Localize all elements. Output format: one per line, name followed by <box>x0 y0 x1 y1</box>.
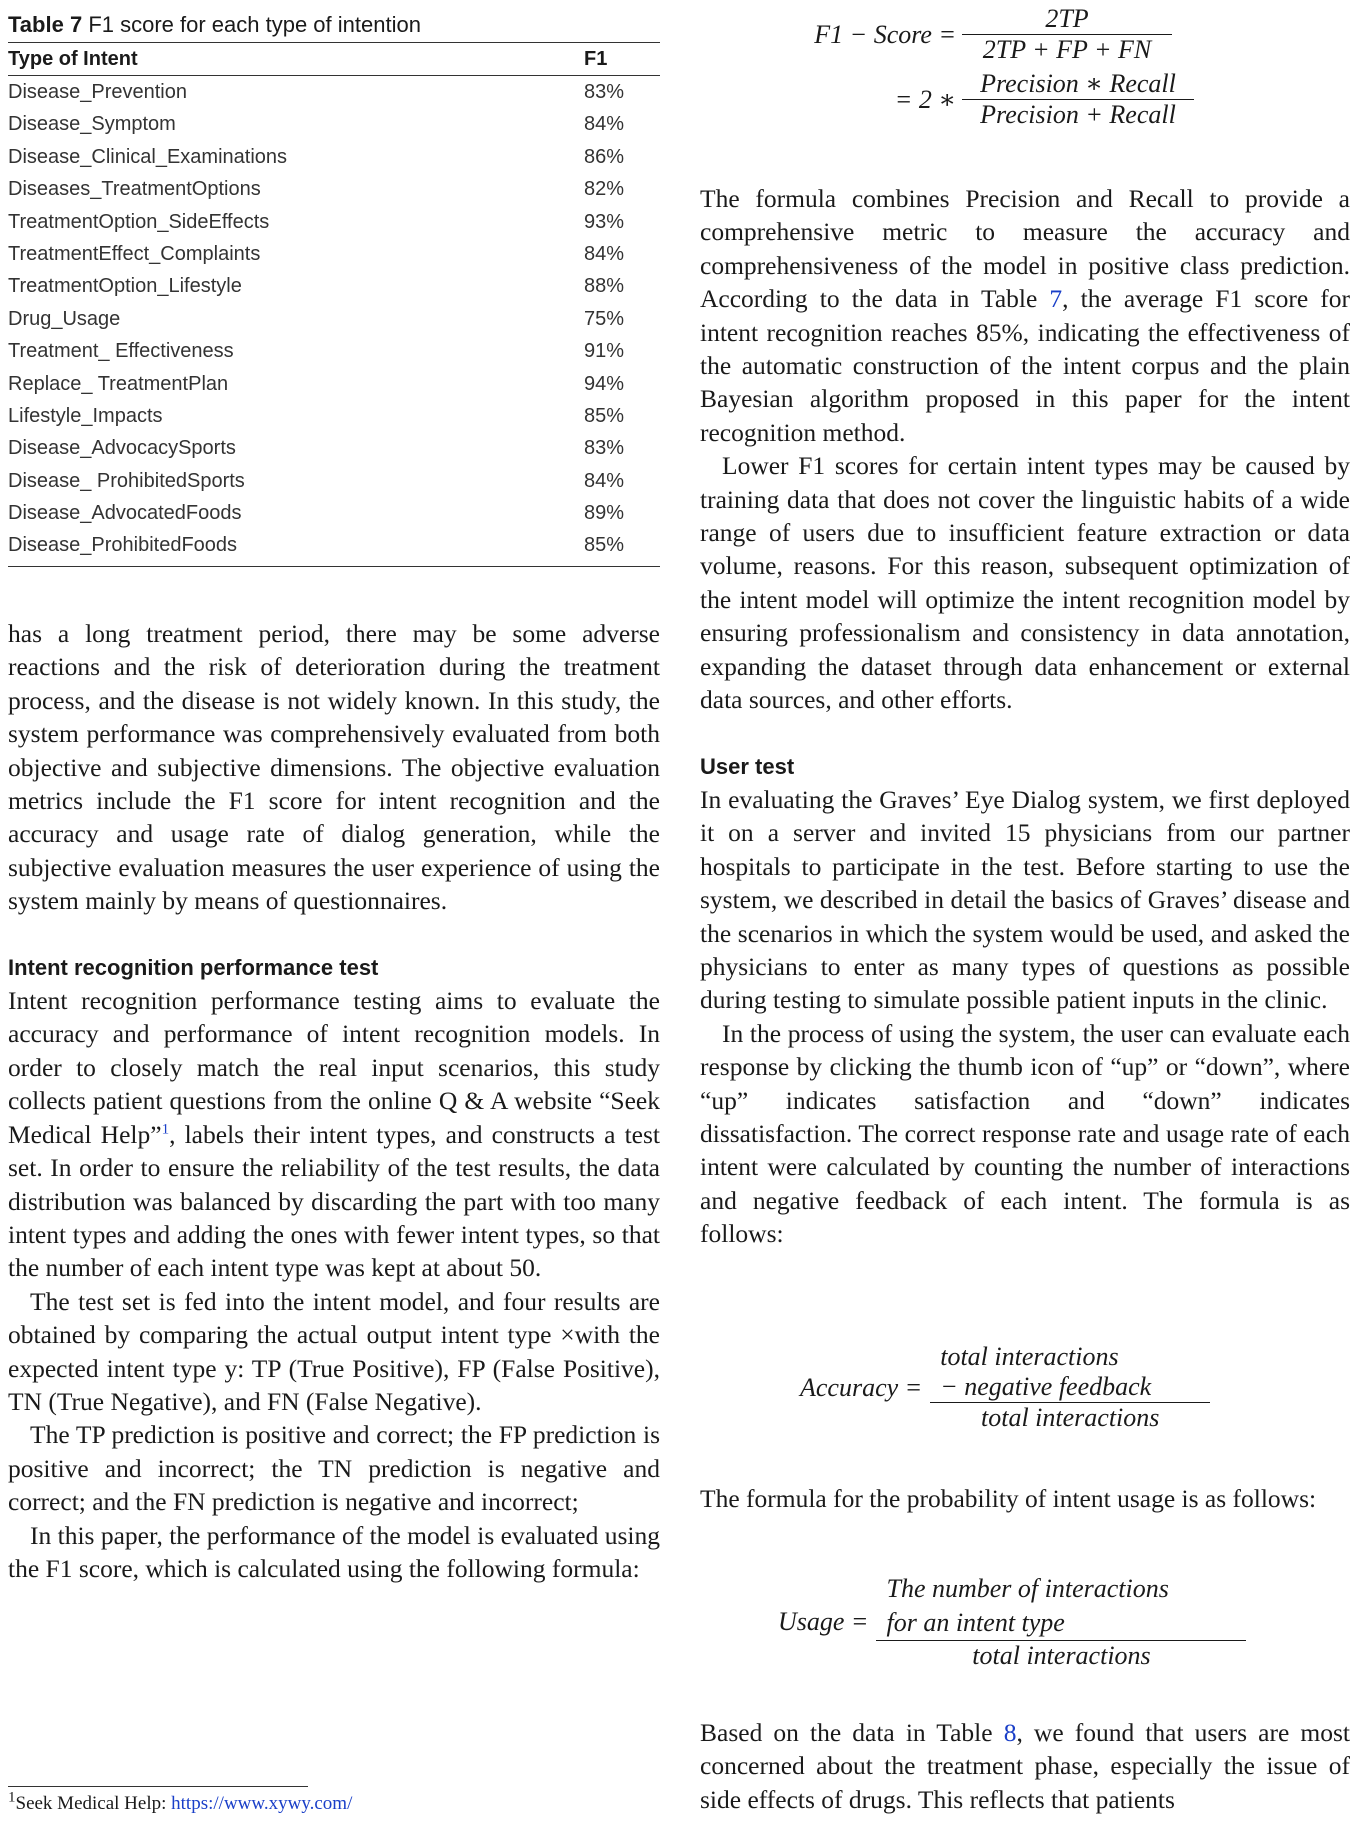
equation-f1-score <box>788 4 1194 130</box>
table-row <box>8 173 660 205</box>
right-column-3 <box>700 1716 1350 1816</box>
f1-cell: 85% <box>584 534 625 557</box>
left-column <box>8 617 660 1585</box>
table-row <box>8 497 660 529</box>
paragraph: The test set is fed into the intent model, and four results are obtained by comparing the actual output intent type ×with the expected intent type y: TP (True Positive), FP (False Positive), TN (True Negative), and FN (False Negative). <box>8 1286 660 1416</box>
table-caption-text: F1 score for each type of intention <box>88 12 421 37</box>
paragraph: Lower F1 scores for certain intent types may be caused by training data that does not cover the linguistic habits of a wide range of users due to insufficient feature extraction or data volume, reasons. For this reason, subsequent optimization of the intent model will optimize the intent recognition model by ensuring professionalism and consistency in data annotation, expanding the dataset through data enhancement or external data sources, and other efforts. <box>700 451 1350 715</box>
footnote-ref[interactable]: 1 <box>161 1121 170 1138</box>
f1-cell: 83% <box>584 81 625 103</box>
intent-cell: Disease_Prevention <box>8 81 187 103</box>
f1-cell: 91% <box>584 340 625 363</box>
f1-cell: 82% <box>584 178 625 201</box>
intent-cell: Disease_ ProhibitedSports <box>8 469 245 492</box>
table-body <box>8 76 660 567</box>
intent-cell: Replace_ TreatmentPlan <box>8 372 229 395</box>
table-row <box>8 303 660 335</box>
f1-cell: 83% <box>584 437 625 460</box>
paragraph: In evaluating the Graves’ Eye Dialog system, we first deployed it on a server and invited 15 physicians from our partner hospitals to participate in the test. Before starting to use the system, we described in detail the basics of Graves’ disease and the scenarios in which the system would be used, and asked the physicians to enter as many types of questions as possible during testing to simulate possible patient inputs in the clinic. <box>700 784 1350 1015</box>
eq-numerator: The number of interactions for an intent type <box>886 1574 1169 1637</box>
footnote-number: 1 <box>8 1789 16 1806</box>
f1-cell: 84% <box>584 113 625 136</box>
table-row <box>8 238 660 270</box>
paragraph: The formula for the probability of intent usage is as follows: <box>700 1484 1317 1513</box>
table-row <box>8 465 660 497</box>
section-heading-user-test: User test <box>700 753 795 779</box>
eq-denominator: total interactions <box>876 1640 1246 1671</box>
table-row <box>8 335 660 367</box>
intent-cell: Disease_Symptom <box>8 113 176 136</box>
table-row <box>8 368 660 400</box>
intent-cell: Disease_AdvocatedFoods <box>8 502 242 525</box>
paragraph: In this paper, the performance of the model is evaluated using the F1 score, which is calculated using the following formula: <box>8 1520 660 1583</box>
col-header-f1: F1 <box>584 48 608 70</box>
paragraph: Intent recognition performance testing aims to evaluate the accuracy and performance of intent recognition models. In order to closely match the real input scenarios, this study collects patient questions from the online Q & A website “Seek Medical Help”$^1$, labels their intent types, and constructs a test set. In order to ensure the reliability of the test results, the data distribution was balanced by discarding the part with too many intent types and adding the ones with fewer intent types, so that the number of each intent type was kept at about 50. <box>8 986 660 1283</box>
eq-denominator: total interactions <box>930 1402 1210 1433</box>
footnote <box>8 1786 353 1821</box>
f1-cell: 84% <box>584 469 625 492</box>
eq-numerator: total interactions − negative feedback <box>940 1342 1152 1401</box>
intent-cell: TreatmentOption_Lifestyle <box>8 275 242 298</box>
paragraph: The formula combines Precision and Recall to provide a comprehensive metric to measure the accuracy and comprehensiveness of the model in positive class prediction. According to the data in Table 7, the average F1 score for intent recognition reaches 85%, indicating the effectiveness of the automatic construction of the intent corpus and the plain Bayesian algorithm proposed in this paper for the intent recognition method. <box>700 184 1350 447</box>
f1-cell: 75% <box>584 307 625 330</box>
intent-cell: Drug_Usage <box>8 307 121 330</box>
intent-cell: Disease_Clinical_Examinations <box>8 145 288 168</box>
col-header-intent: Type of Intent <box>8 48 138 70</box>
table-7 <box>8 8 660 567</box>
footnote-link[interactable]: https://www.xywy.com/ <box>171 1793 353 1814</box>
table-row <box>8 108 660 140</box>
f1-cell: 89% <box>584 502 625 525</box>
f1-cell: 85% <box>584 404 625 427</box>
table-ref-7[interactable]: 7 <box>1049 284 1063 314</box>
section-heading-intent-test: Intent recognition performance test <box>8 954 379 980</box>
intent-cell: TreatmentEffect_Complaints <box>8 242 261 265</box>
table-row <box>8 400 660 432</box>
f1-cell: 88% <box>584 275 625 298</box>
f1-cell: 94% <box>584 372 625 395</box>
paragraph: Based on the data in Table 8, we found that users are most concerned about the treatment phase, especially the issue of side effects of drugs. This reflects that patients <box>700 1718 1350 1814</box>
intent-cell: Diseases_TreatmentOptions <box>8 178 261 201</box>
intent-cell: Lifestyle_Impacts <box>8 404 163 427</box>
eq-lhs: Usage = <box>778 1606 869 1636</box>
intent-cell: Disease_ProhibitedFoods <box>8 534 238 557</box>
eq-numerator-2: Precision ∗ Recall <box>980 69 1176 98</box>
table-ref-8[interactable]: 8 <box>1003 1718 1017 1747</box>
paragraph: In the process of using the system, the user can evaluate each response by clicking the thumb icon of “up” or “down”, where “up” indicates satisfaction and “down” indicates dissatisfaction. The correct response rate and usage rate of each intent were calculated by counting the number of interactions and negative feedback of each intent. The formula is as follows: <box>700 1018 1350 1249</box>
right-column-2 <box>700 1482 1350 1515</box>
eq-numerator: 2TP <box>1045 4 1089 33</box>
eq-lhs: Accuracy = <box>800 1372 923 1402</box>
paragraph: has a long treatment period, there may be some adverse reactions and the risk of deterioration during the treatment process, and the disease is not widely known. In this study, the system performance was comprehensively evaluated from both objective and subjective dimensions. The objective evaluation metrics include the F1 score for intent recognition and the accuracy and usage rate of dialog generation, while the subjective evaluation measures the user experience of using the system mainly by means of questionnaires. <box>8 619 660 916</box>
table-row <box>8 432 660 464</box>
table-row <box>8 206 660 238</box>
f1-cell: 93% <box>584 210 625 233</box>
table-caption <box>8 8 660 42</box>
right-column <box>700 182 1350 1251</box>
table-row <box>8 76 660 108</box>
table-label: Table 7 <box>8 12 83 37</box>
f1-cell: 86% <box>584 145 625 168</box>
eq-denominator-2: Precision + Recall <box>962 99 1194 130</box>
eq-lhs: F1 − Score = <box>814 19 956 49</box>
table-row <box>8 529 660 561</box>
intent-cell: TreatmentOption_SideEffects <box>8 210 270 233</box>
eq-denominator: 2TP + FP + FN <box>962 34 1172 65</box>
eq-lhs-2: = 2 ∗ <box>894 84 956 114</box>
equation-usage <box>778 1572 1246 1671</box>
table-header <box>8 42 660 76</box>
paragraph: The TP prediction is positive and correct; the FP prediction is positive and incorrect; the TN prediction is negative and correct; and the FN prediction is negative and incorrect; <box>8 1420 660 1517</box>
equation-accuracy <box>800 1342 1210 1433</box>
intent-cell: Disease_AdvocacySports <box>8 437 236 460</box>
intent-cell: Treatment_ Effectiveness <box>8 340 234 363</box>
f1-cell: 84% <box>584 242 625 265</box>
table-row <box>8 270 660 302</box>
footnote-text: Seek Medical Help: <box>15 1793 172 1814</box>
table-row <box>8 141 660 173</box>
